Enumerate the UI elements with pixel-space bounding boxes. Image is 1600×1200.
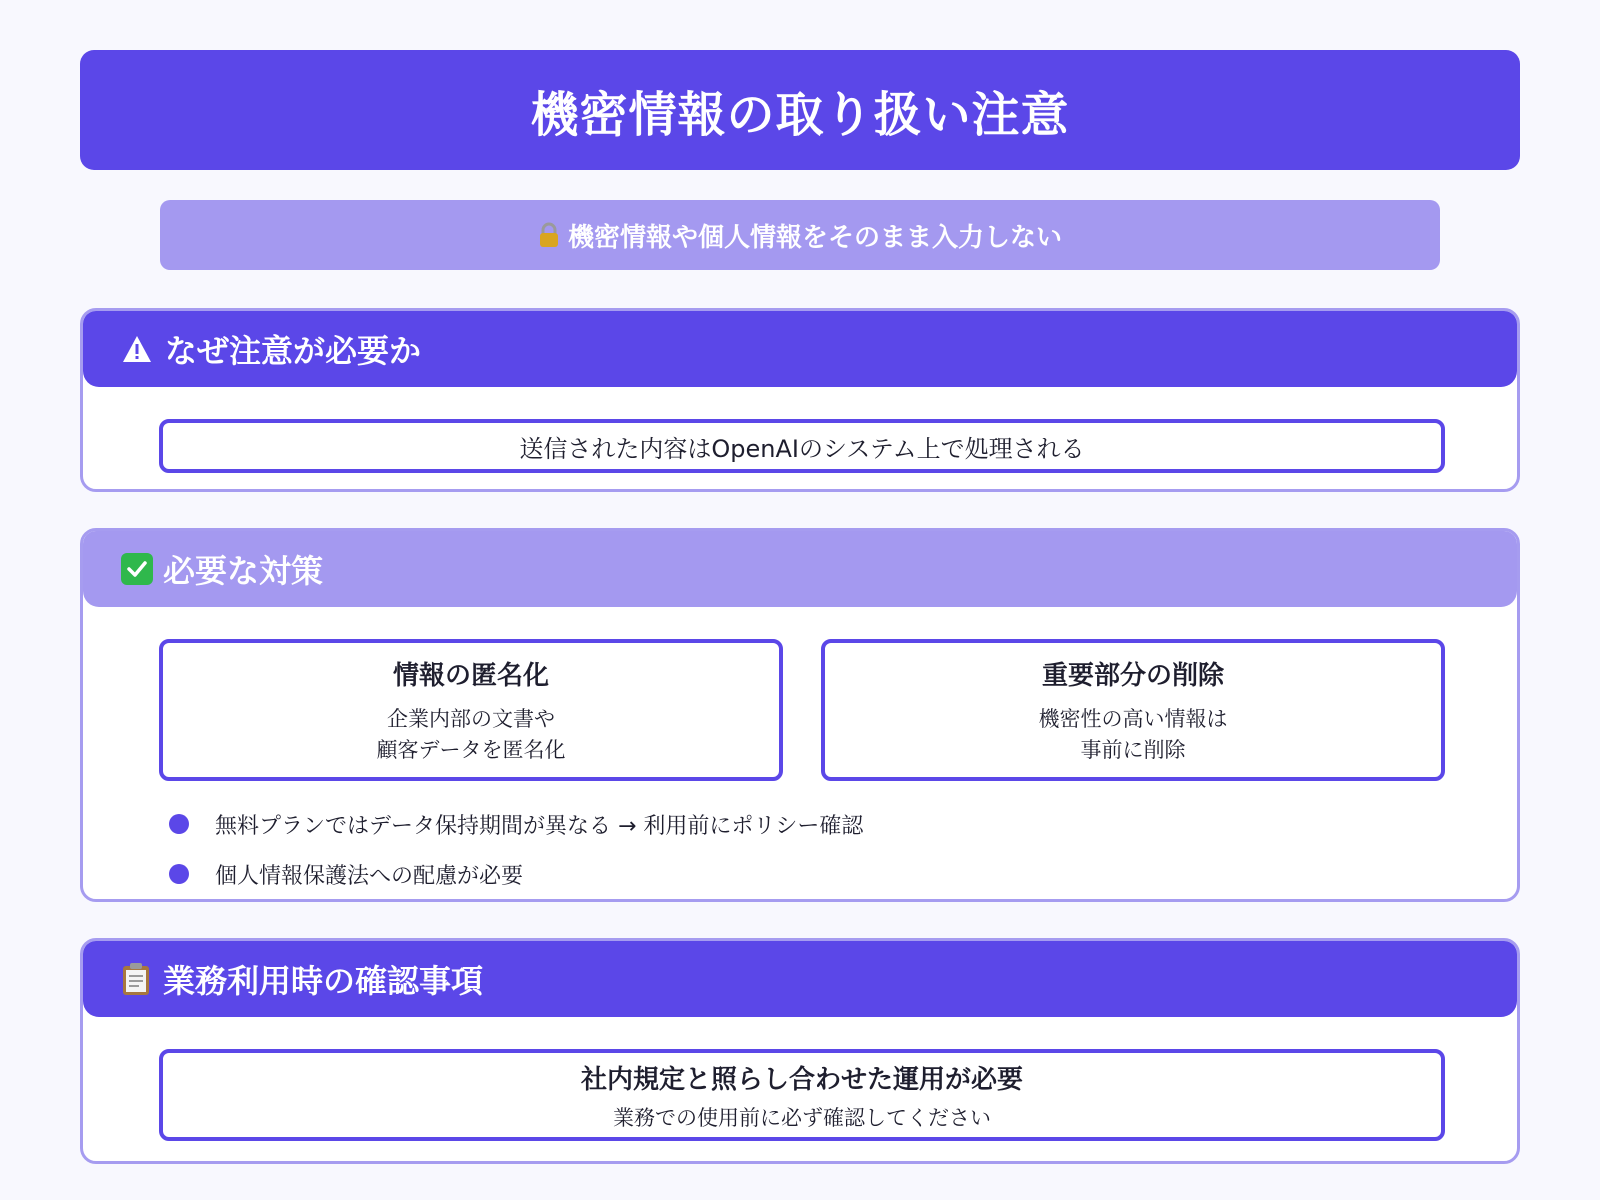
info-text: 送信された内容はOpenAIのシステム上で処理される — [519, 434, 1085, 463]
list-item — [169, 849, 863, 899]
card-title: 重要部分の削除 — [1041, 660, 1224, 691]
card-title: 情報の匿名化 — [392, 660, 549, 691]
checklist-desc: 業務での使用前に必ず確認してください — [613, 1105, 991, 1130]
list-item — [169, 799, 863, 849]
check-mark-icon — [121, 553, 153, 585]
checklist-title: 社内規定と照らし合わせた運用が必要 — [580, 1064, 1023, 1095]
section-title: 必要な対策 — [163, 552, 324, 590]
card-desc-line: 事前に削除 — [1080, 737, 1186, 762]
clipboard-icon — [121, 962, 151, 996]
bullet-icon — [169, 864, 189, 884]
lock-icon — [538, 222, 560, 248]
section-why-caution — [80, 308, 1520, 492]
card-desc-line: 企業内部の文書や — [387, 706, 555, 731]
section-header — [83, 311, 1517, 387]
section-business-checklist — [80, 938, 1520, 1164]
card-desc-line: 機密性の高い情報は — [1038, 706, 1228, 731]
subtitle-text: 機密情報や個人情報をそのまま入力しない — [567, 222, 1062, 253]
bullet-text: 個人情報保護法への配慮が必要 — [215, 863, 524, 889]
card-anonymize — [159, 639, 783, 781]
bullet-list — [169, 799, 863, 899]
section-countermeasures — [80, 528, 1520, 902]
bullet-text: 無料プランではデータ保持期間が異なる → 利用前にポリシー確認 — [215, 813, 864, 839]
checklist-box — [159, 1049, 1445, 1141]
info-box — [159, 419, 1445, 473]
bullet-icon — [169, 814, 189, 834]
section-header — [83, 531, 1517, 607]
page-title: 機密情報の取り扱い注意 — [80, 50, 1520, 170]
section-title: 業務利用時の確認事項 — [163, 962, 484, 1000]
card-delete-important — [821, 639, 1445, 781]
section-title: なぜ注意が必要か — [165, 332, 422, 370]
warning-icon — [121, 334, 153, 364]
subtitle-banner — [160, 200, 1440, 270]
section-header — [83, 941, 1517, 1017]
card-desc-line: 顧客データを匿名化 — [376, 737, 566, 762]
